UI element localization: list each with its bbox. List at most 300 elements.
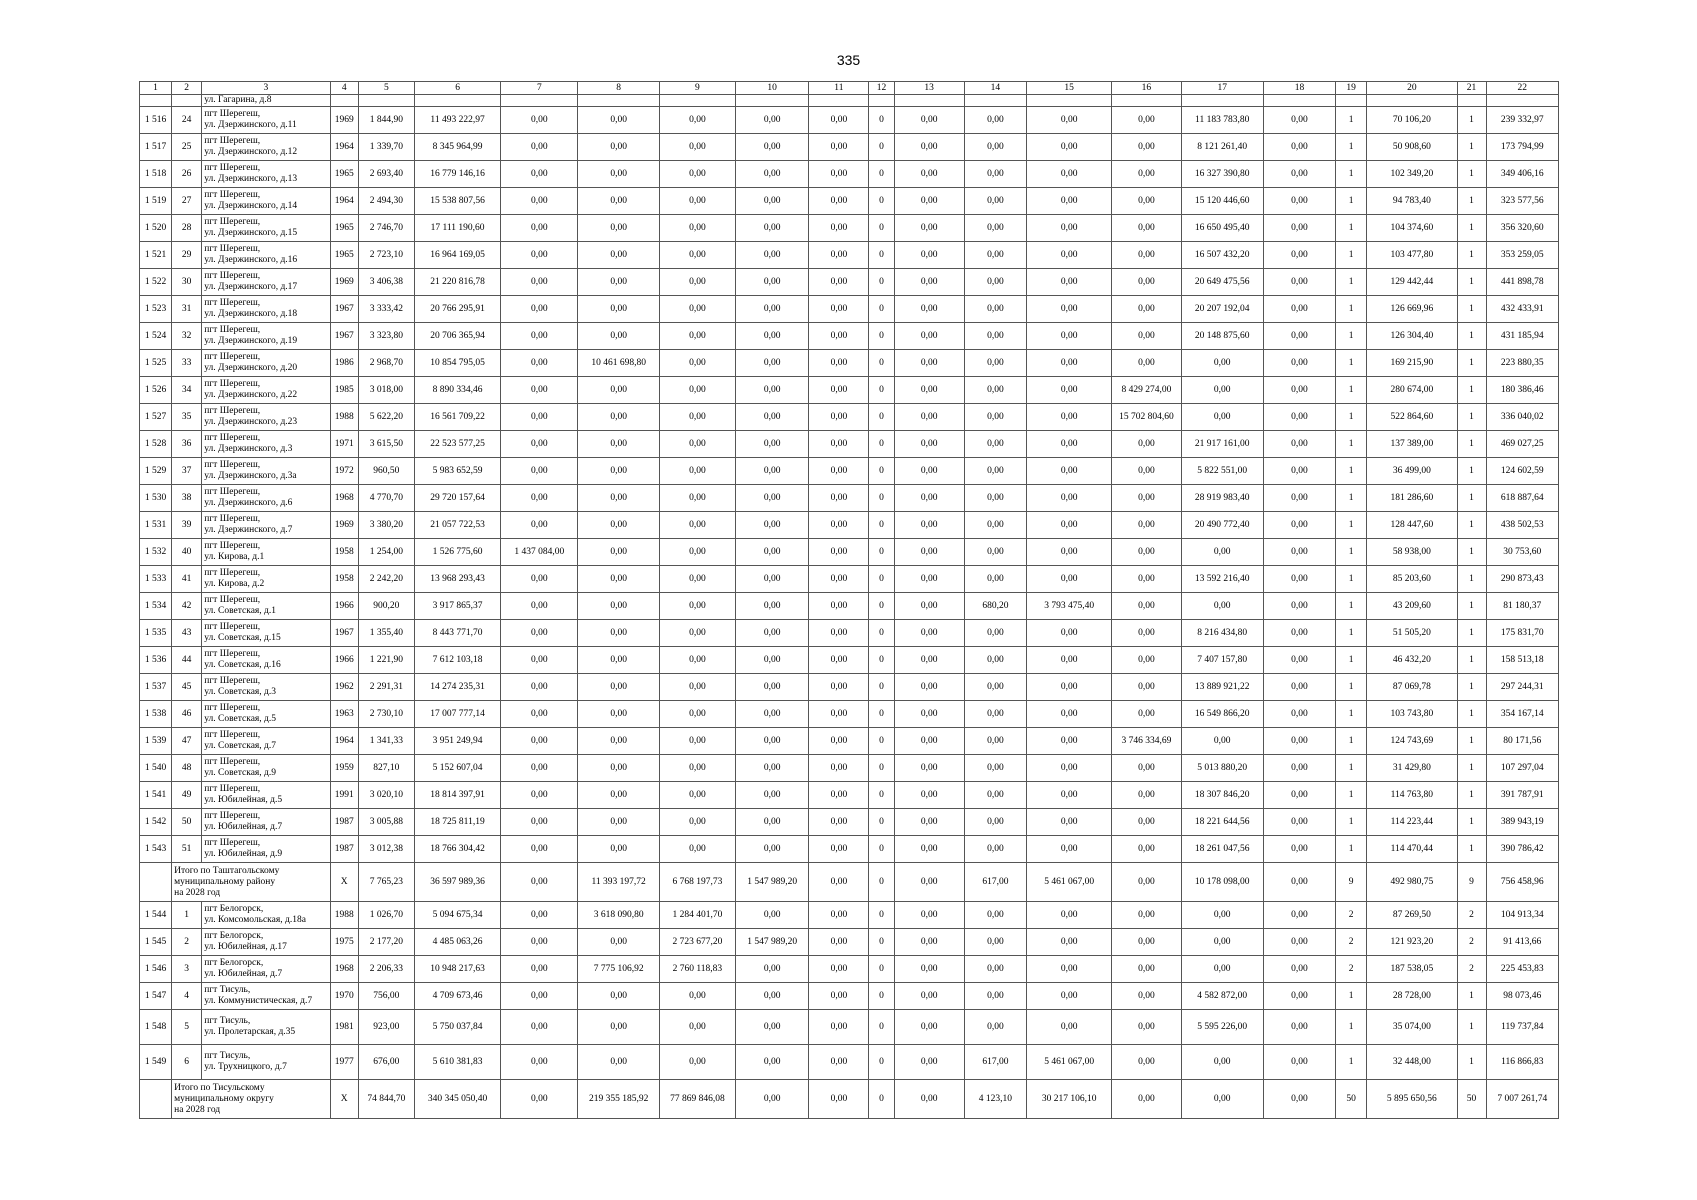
value-cell-col-8: 0,00 [578, 1045, 659, 1080]
value-cell-col-19: 1 [1336, 782, 1367, 809]
empty-cell [736, 95, 809, 107]
address-line: ул. Юбилейная, д.17 [204, 942, 287, 952]
value-cell-col-21: 1 [1457, 242, 1486, 269]
value-cell-col-7: 0,00 [501, 728, 578, 755]
value-cell-col-4: 1986 [330, 350, 358, 377]
value-cell-col-6: 1 526 775,60 [414, 539, 500, 566]
value-cell-col-4: 1981 [330, 1010, 358, 1045]
value-cell-col-12: 0 [869, 296, 894, 323]
value-cell-col-17: 16 507 432,20 [1181, 242, 1263, 269]
value-cell-col-18: 0,00 [1263, 377, 1335, 404]
value-cell-col-22: 7 007 261,74 [1486, 1080, 1558, 1119]
value-cell-col-19: 1 [1336, 593, 1367, 620]
value-cell-col-10: 0,00 [736, 377, 809, 404]
value-cell-col-18: 0,00 [1263, 782, 1335, 809]
column-number-cell: 19 [1336, 82, 1367, 95]
value-cell-col-14: 0,00 [964, 782, 1026, 809]
column-number-cell: 16 [1112, 82, 1181, 95]
subtotal-row [140, 1080, 1559, 1119]
value-cell-col-18: 0,00 [1263, 674, 1335, 701]
value-cell-col-14: 0,00 [964, 215, 1026, 242]
value-cell-col-7: 0,00 [501, 782, 578, 809]
value-cell-col-8: 0,00 [578, 809, 659, 836]
value-cell-col-19: 1 [1336, 539, 1367, 566]
value-cell-col-8: 0,00 [578, 161, 659, 188]
address-line: ул. Юбилейная, д.7 [204, 822, 283, 832]
value-cell-col-6: 18 814 397,91 [414, 782, 500, 809]
column-number-cell: 14 [964, 82, 1026, 95]
value-cell-col-13: 0,00 [894, 161, 964, 188]
value-cell-col-4: 1962 [330, 674, 358, 701]
value-cell-col-21: 1 [1457, 1010, 1486, 1045]
empty-cell [1457, 95, 1486, 107]
value-cell-col-16: 0,00 [1112, 539, 1181, 566]
value-cell-col-5: 3 005,88 [358, 809, 414, 836]
local-number-cell: 48 [172, 755, 202, 782]
address-cell [202, 269, 330, 296]
value-cell-col-19: 2 [1336, 956, 1367, 983]
value-cell-col-19: 1 [1336, 983, 1367, 1010]
value-cell-col-10: 0,00 [736, 956, 809, 983]
value-cell-col-5: 2 494,30 [358, 188, 414, 215]
value-cell-col-5: 923,00 [358, 1010, 414, 1045]
value-cell-col-4: 1991 [330, 782, 358, 809]
address-line: пгт Шерегеш, [204, 595, 261, 605]
value-cell-col-11: 0,00 [809, 620, 869, 647]
value-cell-col-20: 50 908,60 [1367, 134, 1457, 161]
local-number-cell: 36 [172, 431, 202, 458]
value-cell-col-19: 1 [1336, 485, 1367, 512]
value-cell-col-11: 0,00 [809, 566, 869, 593]
value-cell-col-10: 0,00 [736, 323, 809, 350]
value-cell-col-13: 0,00 [894, 458, 964, 485]
value-cell-col-12: 0 [869, 1045, 894, 1080]
value-cell-col-10: 0,00 [736, 188, 809, 215]
value-cell-col-17: 20 207 192,04 [1181, 296, 1263, 323]
continuation-row [140, 95, 1559, 107]
value-cell-col-22: 116 866,83 [1486, 1045, 1558, 1080]
table-row [140, 647, 1559, 674]
value-cell-col-8: 0,00 [578, 431, 659, 458]
value-cell-col-17: 20 148 875,60 [1181, 323, 1263, 350]
value-cell-col-4: 1963 [330, 701, 358, 728]
value-cell-col-9: 2 723 677,20 [659, 929, 735, 956]
value-cell-col-20: 114 470,44 [1367, 836, 1457, 863]
value-cell-col-17: 11 183 783,80 [1181, 107, 1263, 134]
column-number-cell: 17 [1181, 82, 1263, 95]
row-number-cell: 1 528 [140, 431, 172, 458]
value-cell-col-13: 0,00 [894, 377, 964, 404]
value-cell-col-20: 137 389,00 [1367, 431, 1457, 458]
value-cell-col-20: 5 895 650,56 [1367, 1080, 1457, 1119]
value-cell-col-22: 390 786,42 [1486, 836, 1558, 863]
value-cell-col-11: 0,00 [809, 728, 869, 755]
address-line: пгт Шерегеш, [204, 676, 261, 686]
value-cell-col-20: 94 783,40 [1367, 188, 1457, 215]
value-cell-col-12: 0 [869, 929, 894, 956]
address-line: пгт Шерегеш, [204, 757, 261, 767]
value-cell-col-11: 0,00 [809, 485, 869, 512]
value-cell-col-21: 1 [1457, 296, 1486, 323]
value-cell-col-8: 0,00 [578, 242, 659, 269]
value-cell-col-21: 1 [1457, 404, 1486, 431]
table-row [140, 956, 1559, 983]
value-cell-col-15: 0,00 [1027, 377, 1112, 404]
value-cell-col-8: 11 393 197,72 [578, 863, 659, 902]
value-cell-col-17: 0,00 [1181, 350, 1263, 377]
address-cell [202, 902, 330, 929]
value-cell-col-15: 0,00 [1027, 929, 1112, 956]
value-cell-col-9: 77 869 846,08 [659, 1080, 735, 1119]
value-cell-col-21: 1 [1457, 809, 1486, 836]
value-cell-col-15: 0,00 [1027, 956, 1112, 983]
value-cell-col-5: 5 622,20 [358, 404, 414, 431]
value-cell-col-20: 181 286,60 [1367, 485, 1457, 512]
value-cell-col-14: 617,00 [964, 863, 1026, 902]
row-number-cell: 1 533 [140, 566, 172, 593]
value-cell-col-7: 0,00 [501, 593, 578, 620]
address-line: пгт Тисуль, [204, 985, 251, 995]
row-number-cell: 1 518 [140, 161, 172, 188]
value-cell-col-19: 1 [1336, 512, 1367, 539]
value-cell-col-17: 18 221 644,56 [1181, 809, 1263, 836]
value-cell-col-16: 0,00 [1112, 674, 1181, 701]
address-line: ул. Дзержинского, д.13 [204, 174, 298, 184]
value-cell-col-16: 0,00 [1112, 1010, 1181, 1045]
value-cell-col-8: 0,00 [578, 836, 659, 863]
value-cell-col-18: 0,00 [1263, 350, 1335, 377]
value-cell-col-13: 0,00 [894, 620, 964, 647]
address-line: ул. Кирова, д.1 [204, 552, 265, 562]
value-cell-col-13: 0,00 [894, 728, 964, 755]
value-cell-col-4: 1959 [330, 755, 358, 782]
value-cell-col-5: 3 012,38 [358, 836, 414, 863]
value-cell-col-12: 0 [869, 431, 894, 458]
table-row [140, 134, 1559, 161]
empty-cell [358, 95, 414, 107]
value-cell-col-14: 0,00 [964, 296, 1026, 323]
value-cell-col-16: 0,00 [1112, 593, 1181, 620]
address-cell [202, 782, 330, 809]
value-cell-col-5: 3 406,38 [358, 269, 414, 296]
value-cell-col-11: 0,00 [809, 188, 869, 215]
value-cell-col-19: 1 [1336, 215, 1367, 242]
address-line: пгт Шерегеш, [204, 568, 261, 578]
value-cell-col-11: 0,00 [809, 1045, 869, 1080]
value-cell-col-6: 18 766 304,42 [414, 836, 500, 863]
value-cell-col-10: 0,00 [736, 1010, 809, 1045]
value-cell-col-15: 0,00 [1027, 836, 1112, 863]
value-cell-col-17: 8 216 434,80 [1181, 620, 1263, 647]
value-cell-col-18: 0,00 [1263, 863, 1335, 902]
value-cell-col-8: 0,00 [578, 674, 659, 701]
value-cell-col-6: 4 485 063,26 [414, 929, 500, 956]
value-cell-col-7: 0,00 [501, 863, 578, 902]
value-cell-col-10: 0,00 [736, 350, 809, 377]
value-cell-col-12: 0 [869, 956, 894, 983]
value-cell-col-17: 0,00 [1181, 377, 1263, 404]
value-cell-col-6: 14 274 235,31 [414, 674, 500, 701]
value-cell-col-15: 0,00 [1027, 647, 1112, 674]
value-cell-col-5: 7 765,23 [358, 863, 414, 902]
value-cell-col-17: 20 490 772,40 [1181, 512, 1263, 539]
address-cell [202, 323, 330, 350]
empty-cell [140, 1080, 172, 1119]
table-row [140, 1010, 1559, 1045]
value-cell-col-19: 1 [1336, 296, 1367, 323]
value-cell-col-7: 0,00 [501, 377, 578, 404]
value-cell-col-19: 1 [1336, 377, 1367, 404]
value-cell-col-16: 0,00 [1112, 107, 1181, 134]
value-cell-col-4: 1987 [330, 809, 358, 836]
local-number-cell: 32 [172, 323, 202, 350]
address-line: пгт Шерегеш, [204, 433, 261, 443]
local-number-cell: 1 [172, 902, 202, 929]
address-line: пгт Шерегеш, [204, 649, 261, 659]
value-cell-col-16: 0,00 [1112, 809, 1181, 836]
value-cell-col-20: 43 209,60 [1367, 593, 1457, 620]
value-cell-col-12: 0 [869, 377, 894, 404]
value-cell-col-7: 0,00 [501, 929, 578, 956]
value-cell-col-15: 0,00 [1027, 107, 1112, 134]
address-line: ул. Советская, д.3 [204, 687, 277, 697]
value-cell-col-16: 0,00 [1112, 134, 1181, 161]
value-cell-col-9: 0,00 [659, 1010, 735, 1045]
value-cell-col-4: 1985 [330, 377, 358, 404]
value-cell-col-12: 0 [869, 1010, 894, 1045]
value-cell-col-10: 0,00 [736, 296, 809, 323]
value-cell-col-8: 3 618 090,80 [578, 902, 659, 929]
column-number-cell: 4 [330, 82, 358, 95]
value-cell-col-18: 0,00 [1263, 323, 1335, 350]
value-cell-col-5: 900,20 [358, 593, 414, 620]
value-cell-col-11: 0,00 [809, 161, 869, 188]
value-cell-col-18: 0,00 [1263, 215, 1335, 242]
value-cell-col-15: 0,00 [1027, 701, 1112, 728]
value-cell-col-17: 0,00 [1181, 404, 1263, 431]
value-cell-col-5: 2 730,10 [358, 701, 414, 728]
value-cell-col-10: 0,00 [736, 1080, 809, 1119]
value-cell-col-19: 1 [1336, 107, 1367, 134]
value-cell-col-20: 102 349,20 [1367, 161, 1457, 188]
value-cell-col-19: 1 [1336, 1045, 1367, 1080]
value-cell-col-19: 1 [1336, 242, 1367, 269]
value-cell-col-14: 0,00 [964, 377, 1026, 404]
column-number-cell: 7 [501, 82, 578, 95]
row-number-cell: 1 539 [140, 728, 172, 755]
value-cell-col-16: 0,00 [1112, 269, 1181, 296]
value-cell-col-4: 1965 [330, 215, 358, 242]
value-cell-col-7: 0,00 [501, 485, 578, 512]
value-cell-col-19: 1 [1336, 755, 1367, 782]
value-cell-col-5: 2 723,10 [358, 242, 414, 269]
value-cell-col-14: 0,00 [964, 929, 1026, 956]
value-cell-col-9: 0,00 [659, 323, 735, 350]
local-number-cell: 2 [172, 929, 202, 956]
table-row [140, 620, 1559, 647]
value-cell-col-10: 0,00 [736, 674, 809, 701]
value-cell-col-5: 3 615,50 [358, 431, 414, 458]
table-row [140, 983, 1559, 1010]
value-cell-col-8: 219 355 185,92 [578, 1080, 659, 1119]
value-cell-col-6: 22 523 577,25 [414, 431, 500, 458]
value-cell-col-17: 0,00 [1181, 929, 1263, 956]
value-cell-col-18: 0,00 [1263, 701, 1335, 728]
table-row [140, 512, 1559, 539]
value-cell-col-6: 5 152 607,04 [414, 755, 500, 782]
table-row [140, 539, 1559, 566]
value-cell-col-16: 8 429 274,00 [1112, 377, 1181, 404]
value-cell-col-9: 0,00 [659, 107, 735, 134]
address-line: ул. Пролетарская, д.35 [204, 1027, 296, 1037]
value-cell-col-12: 0 [869, 755, 894, 782]
address-line: ул. Дзержинского, д.3а [204, 471, 297, 481]
local-number-cell: 27 [172, 188, 202, 215]
value-cell-col-9: 0,00 [659, 188, 735, 215]
table-row [140, 458, 1559, 485]
value-cell-col-8: 0,00 [578, 296, 659, 323]
address-line: пгт Тисуль, [204, 1051, 251, 1061]
table-row [140, 836, 1559, 863]
value-cell-col-5: 3 018,00 [358, 377, 414, 404]
value-cell-col-18: 0,00 [1263, 1010, 1335, 1045]
value-cell-col-5: 960,50 [358, 458, 414, 485]
value-cell-col-20: 58 938,00 [1367, 539, 1457, 566]
value-cell-col-8: 0,00 [578, 323, 659, 350]
value-cell-col-6: 340 345 050,40 [414, 1080, 500, 1119]
value-cell-col-18: 0,00 [1263, 539, 1335, 566]
value-cell-col-7: 0,00 [501, 404, 578, 431]
row-number-cell: 1 525 [140, 350, 172, 377]
table-row [140, 809, 1559, 836]
value-cell-col-16: 0,00 [1112, 458, 1181, 485]
empty-cell [964, 95, 1026, 107]
local-number-cell: 28 [172, 215, 202, 242]
value-cell-col-13: 0,00 [894, 956, 964, 983]
value-cell-col-8: 0,00 [578, 269, 659, 296]
row-number-cell: 1 546 [140, 956, 172, 983]
value-cell-col-22: 124 602,59 [1486, 458, 1558, 485]
value-cell-col-15: 0,00 [1027, 983, 1112, 1010]
value-cell-col-14: 0,00 [964, 809, 1026, 836]
value-cell-col-18: 0,00 [1263, 512, 1335, 539]
value-cell-col-5: 1 355,40 [358, 620, 414, 647]
value-cell-col-7: 0,00 [501, 755, 578, 782]
row-number-cell: 1 544 [140, 902, 172, 929]
value-cell-col-14: 0,00 [964, 701, 1026, 728]
subtotal-label-line: муниципальному округу [174, 1093, 274, 1104]
value-cell-col-15: 0,00 [1027, 566, 1112, 593]
value-cell-col-16: 0,00 [1112, 1080, 1181, 1119]
value-cell-col-11: 0,00 [809, 593, 869, 620]
address-line: пгт Шерегеш, [204, 406, 261, 416]
value-cell-col-5: 2 242,20 [358, 566, 414, 593]
value-cell-col-13: 0,00 [894, 269, 964, 296]
value-cell-col-7: 0,00 [501, 269, 578, 296]
value-cell-col-6: 3 951 249,94 [414, 728, 500, 755]
value-cell-col-14: 0,00 [964, 647, 1026, 674]
value-cell-col-6: 5 750 037,84 [414, 1010, 500, 1045]
value-cell-col-8: 0,00 [578, 728, 659, 755]
value-cell-col-18: 0,00 [1263, 956, 1335, 983]
value-cell-col-10: 0,00 [736, 404, 809, 431]
value-cell-col-10: 0,00 [736, 215, 809, 242]
value-cell-col-21: 1 [1457, 458, 1486, 485]
value-cell-col-11: 0,00 [809, 269, 869, 296]
value-cell-col-14: 0,00 [964, 404, 1026, 431]
value-cell-col-4: 1971 [330, 431, 358, 458]
value-cell-col-22: 354 167,14 [1486, 701, 1558, 728]
value-cell-col-18: 0,00 [1263, 296, 1335, 323]
value-cell-col-21: 1 [1457, 431, 1486, 458]
address-line: ул. Дзержинского, д.23 [204, 417, 298, 427]
value-cell-col-4: 1977 [330, 1045, 358, 1080]
value-cell-col-4: 1970 [330, 983, 358, 1010]
value-cell-col-4: 1967 [330, 323, 358, 350]
value-cell-col-10: 0,00 [736, 782, 809, 809]
row-number-cell: 1 517 [140, 134, 172, 161]
value-cell-col-4: 1968 [330, 485, 358, 512]
value-cell-col-16: 3 746 334,69 [1112, 728, 1181, 755]
value-cell-col-19: 1 [1336, 809, 1367, 836]
value-cell-col-11: 0,00 [809, 242, 869, 269]
value-cell-col-20: 114 763,80 [1367, 782, 1457, 809]
value-cell-col-7: 0,00 [501, 242, 578, 269]
address-line: пгт Шерегеш, [204, 271, 261, 281]
value-cell-col-20: 128 447,60 [1367, 512, 1457, 539]
address-cell [202, 350, 330, 377]
value-cell-col-14: 4 123,10 [964, 1080, 1026, 1119]
value-cell-col-9: 0,00 [659, 647, 735, 674]
value-cell-col-6: 5 983 652,59 [414, 458, 500, 485]
value-cell-col-17: 20 649 475,56 [1181, 269, 1263, 296]
value-cell-col-12: 0 [869, 458, 894, 485]
subtotal-label [172, 863, 331, 902]
value-cell-col-13: 0,00 [894, 512, 964, 539]
value-cell-col-21: 1 [1457, 1045, 1486, 1080]
value-cell-col-9: 0,00 [659, 674, 735, 701]
value-cell-col-14: 0,00 [964, 323, 1026, 350]
data-table [139, 81, 1559, 1119]
value-cell-col-9: 6 768 197,73 [659, 863, 735, 902]
value-cell-col-10: 0,00 [736, 566, 809, 593]
value-cell-col-15: 0,00 [1027, 269, 1112, 296]
value-cell-col-7: 0,00 [501, 1080, 578, 1119]
value-cell-col-8: 0,00 [578, 566, 659, 593]
table-row [140, 728, 1559, 755]
value-cell-col-13: 0,00 [894, 350, 964, 377]
address-line: ул. Коммунистическая, д.7 [204, 996, 313, 1006]
value-cell-col-11: 0,00 [809, 458, 869, 485]
value-cell-col-7: 0,00 [501, 620, 578, 647]
value-cell-col-16: 0,00 [1112, 647, 1181, 674]
value-cell-col-19: 2 [1336, 902, 1367, 929]
value-cell-col-14: 0,00 [964, 728, 1026, 755]
value-cell-col-4: 1969 [330, 512, 358, 539]
value-cell-col-20: 31 429,80 [1367, 755, 1457, 782]
address-line: ул. Кирова, д.2 [204, 579, 265, 589]
value-cell-col-5: 2 291,31 [358, 674, 414, 701]
value-cell-col-22: 30 753,60 [1486, 539, 1558, 566]
value-cell-col-13: 0,00 [894, 566, 964, 593]
address-line: пгт Шерегеш, [204, 541, 261, 551]
value-cell-col-12: 0 [869, 242, 894, 269]
value-cell-col-17: 0,00 [1181, 956, 1263, 983]
empty-cell [894, 95, 964, 107]
value-cell-col-22: 104 913,34 [1486, 902, 1558, 929]
row-number-cell: 1 542 [140, 809, 172, 836]
value-cell-col-17: 16 327 390,80 [1181, 161, 1263, 188]
